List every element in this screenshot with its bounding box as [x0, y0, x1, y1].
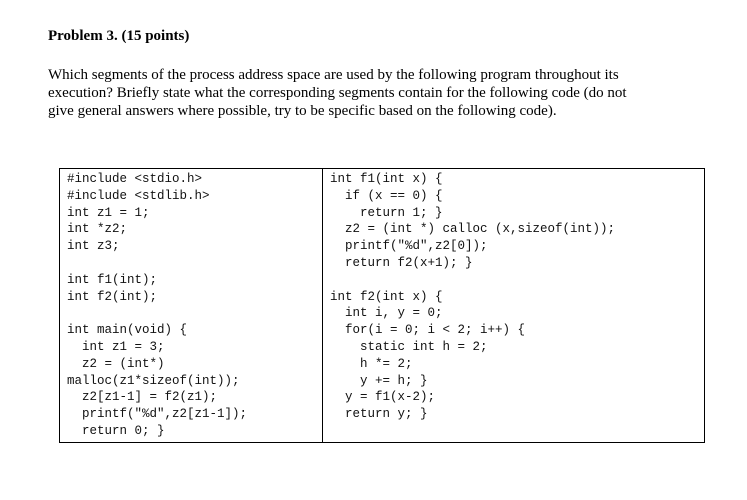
- code-line: if (x == 0) {: [330, 188, 443, 203]
- code-line: [330, 272, 615, 289]
- code-line: int *z2;: [67, 222, 128, 237]
- functions-code-column: [330, 171, 615, 423]
- code-line: printf("%d",z2[0]);: [330, 239, 488, 254]
- code-table: [59, 168, 705, 443]
- question-line: give general answers where possible, try to be specific based on the following code).: [48, 103, 557, 119]
- code-line: int z1 = 3;: [67, 339, 165, 354]
- code-line: int f1(int);: [67, 272, 158, 287]
- code-line: y = f1(x-2);: [330, 390, 436, 405]
- code-line: [67, 255, 247, 272]
- code-line: return y; }: [330, 407, 428, 422]
- code-line: for(i = 0; i < 2; i++) {: [330, 323, 526, 338]
- code-line: malloc(z1*sizeof(int));: [67, 373, 240, 388]
- code-line: int z3;: [67, 239, 120, 254]
- code-line: printf("%d",z2[z1-1]);: [67, 407, 248, 422]
- code-line: z2[z1-1] = f2(z1);: [67, 390, 218, 405]
- code-line: return 1; }: [330, 205, 443, 220]
- code-line: z2 = (int*): [67, 356, 165, 371]
- code-line: int f1(int x) {: [330, 172, 443, 186]
- code-line: [67, 305, 247, 322]
- code-line: return f2(x+1); }: [330, 255, 473, 270]
- code-line: int main(void) {: [67, 323, 188, 338]
- column-divider: [322, 169, 323, 442]
- code-line: int z1 = 1;: [67, 205, 150, 220]
- question-text: [48, 66, 708, 120]
- question-line: execution? Briefly state what the corresponding segments contain for the following code (do not: [48, 85, 627, 101]
- main-code-column: [67, 171, 247, 440]
- code-line: return 0; }: [67, 423, 165, 438]
- code-line: static int h = 2;: [330, 339, 488, 354]
- problem-title: Problem 3. (15 points): [48, 28, 190, 44]
- question-line: Which segments of the process address space are used by the following program throughout its: [48, 67, 619, 83]
- code-line: h *= 2;: [330, 356, 413, 371]
- code-line: int i, y = 0;: [330, 306, 443, 321]
- code-line: #include <stdlib.h>: [67, 188, 210, 203]
- code-line: #include <stdio.h>: [67, 172, 203, 186]
- code-line: int f2(int x) {: [330, 289, 443, 304]
- code-line: y += h; }: [330, 373, 428, 388]
- code-line: int f2(int);: [67, 289, 158, 304]
- code-line: z2 = (int *) calloc (x,sizeof(int));: [330, 222, 616, 237]
